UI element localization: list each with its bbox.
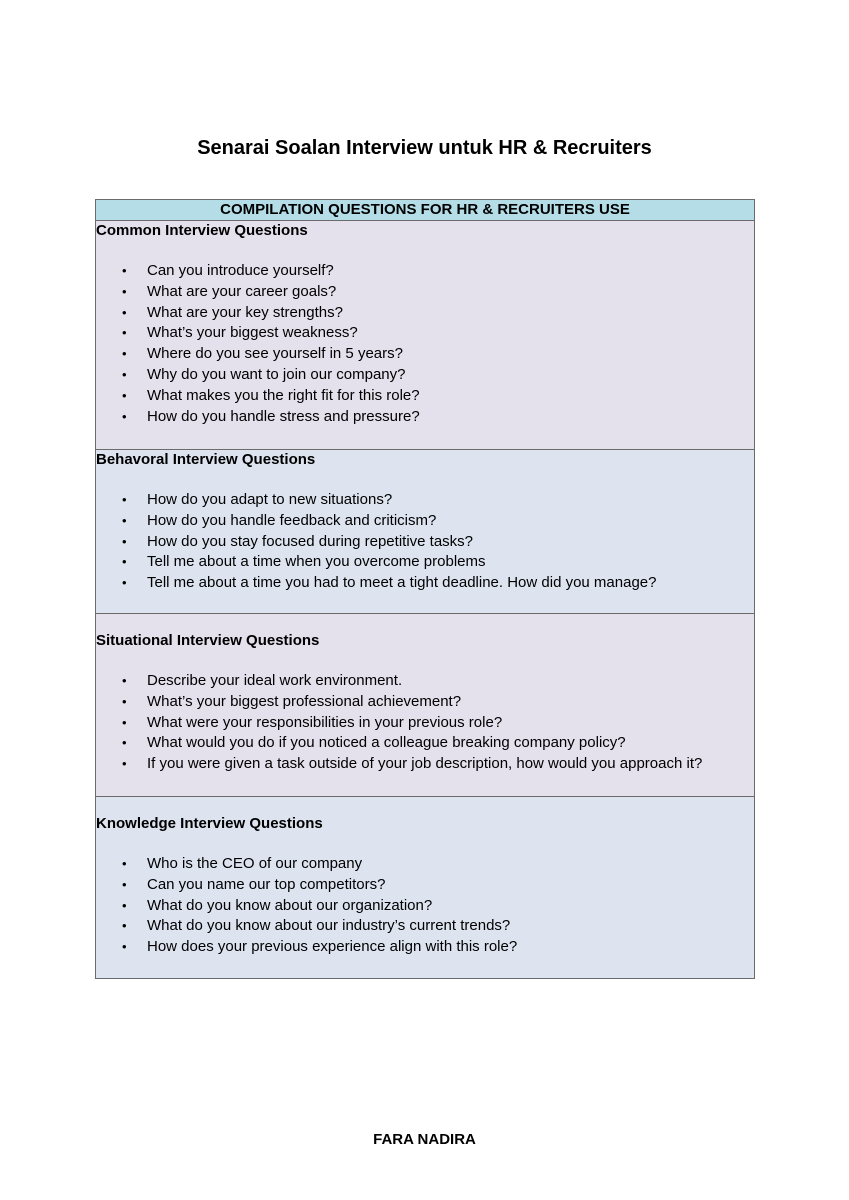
bullet-icon: • xyxy=(122,263,127,278)
list-item xyxy=(96,282,754,303)
section-title-behavioral: Behavoral Interview Questions xyxy=(96,451,316,468)
list-item xyxy=(96,733,754,754)
section-row-behavioral xyxy=(96,450,755,614)
question-text: What makes you the right fit for this role? xyxy=(147,386,420,404)
question-text: Who is the CEO of our company xyxy=(147,855,363,872)
question-list-common xyxy=(96,261,754,427)
bullet-icon: • xyxy=(122,346,127,362)
bullet-icon: • xyxy=(122,325,127,341)
section-row-knowledge xyxy=(96,797,755,979)
bullet-icon: • xyxy=(122,554,127,570)
list-item xyxy=(96,344,754,365)
bullet-icon: • xyxy=(122,304,127,320)
question-text: Can you name our top competitors? xyxy=(147,875,386,893)
bullet-icon: • xyxy=(122,918,127,934)
section-situational xyxy=(96,614,755,797)
list-item xyxy=(96,875,754,896)
question-text: How do you stay focused during repetitive tasks? xyxy=(147,532,474,550)
question-text: How do you handle feedback and criticism? xyxy=(147,511,437,529)
question-list-situational xyxy=(96,671,754,775)
list-item xyxy=(96,386,754,407)
question-list-knowledge xyxy=(96,854,754,958)
bullet-icon: • xyxy=(122,512,127,528)
question-text: How do you handle stress and pressure? xyxy=(147,407,420,425)
section-knowledge xyxy=(96,797,755,979)
question-text: Tell me about a time you had to meet a tight deadline. How did you manage? xyxy=(147,574,657,592)
bullet-icon: • xyxy=(122,575,127,591)
section-title-knowledge: Knowledge Interview Questions xyxy=(96,815,323,832)
question-list-behavioral xyxy=(96,490,754,594)
question-text: What’s your biggest professional achievement? xyxy=(147,692,462,710)
list-item xyxy=(96,407,754,428)
bullet-icon: • xyxy=(122,939,127,955)
list-item xyxy=(96,692,754,713)
list-item xyxy=(96,754,754,775)
list-item xyxy=(96,916,754,937)
bullet-icon: • xyxy=(122,735,127,751)
question-text: What’s your biggest weakness? xyxy=(147,324,358,342)
question-text: What are your key strengths? xyxy=(147,303,343,321)
bullet-icon: • xyxy=(122,714,127,730)
list-item xyxy=(96,573,754,594)
question-text: What would you do if you noticed a colleague breaking company policy? xyxy=(147,734,626,752)
question-text: Tell me about a time when you overcome problems xyxy=(147,553,486,571)
question-text: What are your career goals? xyxy=(147,282,337,300)
table-header: COMPILATION QUESTIONS FOR HR & RECRUITERS USE xyxy=(96,200,755,221)
bullet-icon: • xyxy=(122,876,127,892)
question-text: How do you adapt to new situations? xyxy=(147,491,393,508)
bullet-icon: • xyxy=(122,756,127,772)
bullet-icon: • xyxy=(122,387,127,403)
page-title: Senarai Soalan Interview untuk HR & Recruiters xyxy=(197,137,652,159)
list-item xyxy=(96,261,754,282)
question-text: Where do you see yourself in 5 years? xyxy=(147,345,403,363)
section-row-situational xyxy=(96,614,755,797)
question-text: Why do you want to join our company? xyxy=(147,365,406,383)
list-item xyxy=(96,532,754,553)
list-item xyxy=(96,490,754,511)
list-item xyxy=(96,303,754,324)
bullet-icon: • xyxy=(122,897,127,913)
section-title-common: Common Interview Questions xyxy=(96,222,308,239)
bullet-icon: • xyxy=(122,533,127,549)
section-title-situational: Situational Interview Questions xyxy=(96,632,320,649)
table-header-row xyxy=(96,200,755,221)
list-item xyxy=(96,552,754,573)
list-item xyxy=(96,937,754,958)
section-common xyxy=(96,221,755,450)
question-text: Describe your ideal work environment. xyxy=(147,672,403,689)
bullet-icon: • xyxy=(122,283,127,299)
bullet-icon: • xyxy=(122,856,127,871)
list-item xyxy=(96,671,754,692)
author-footer: FARA NADIRA xyxy=(373,1131,476,1148)
questions-table xyxy=(95,199,755,979)
bullet-icon: • xyxy=(122,693,127,709)
list-item xyxy=(96,323,754,344)
section-behavioral xyxy=(96,450,755,614)
list-item xyxy=(96,365,754,386)
question-text: How does your previous experience align with this role? xyxy=(147,938,518,956)
list-item xyxy=(96,896,754,917)
list-item xyxy=(96,713,754,734)
bullet-icon: • xyxy=(122,673,127,688)
question-text: What do you know about our organization? xyxy=(147,896,433,914)
question-text: If you were given a task outside of your job description, how would you approach it? xyxy=(147,755,703,773)
question-text: Can you introduce yourself? xyxy=(147,262,334,279)
list-item xyxy=(96,511,754,532)
question-text: What do you know about our industry’s current trends? xyxy=(147,917,511,935)
section-row-common xyxy=(96,221,755,450)
list-item xyxy=(96,854,754,875)
bullet-icon: • xyxy=(122,408,127,424)
bullet-icon: • xyxy=(122,492,127,507)
bullet-icon: • xyxy=(122,366,127,382)
question-text: What were your responsibilities in your previous role? xyxy=(147,713,503,731)
